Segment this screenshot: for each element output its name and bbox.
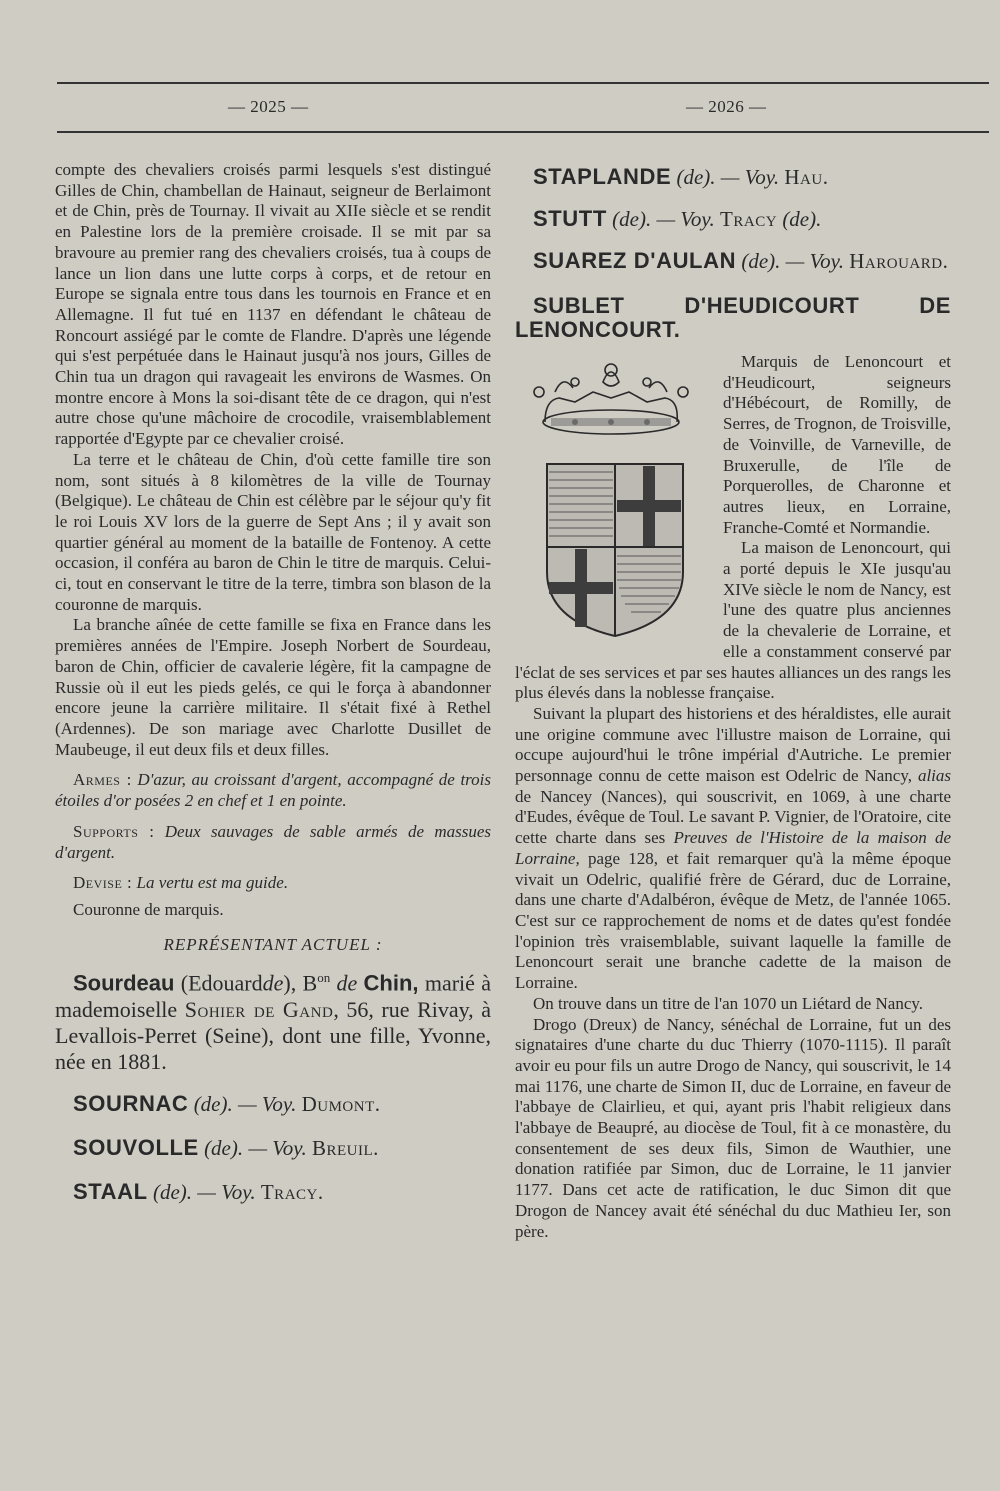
entry-ref: Dumont. [301,1091,381,1116]
right-column [515,160,951,1242]
paragraph: compte des chevaliers croisés parmi lesquels s'est distingué Gilles de Chin, chambellan de Hainaut, seigneur de Berlaimont et de Chin, près de Tournay. Il vivait au XIIe siècle et se rendit en Palestine lors de la première croisade. Il se mit par sa bravoure au premier rang des chevaliers croisés, tua à coups de lance un lion dans une lutte corps à corps, et de retour en Europe se signala entre tous dans les tournois en France et en Allemagne. Il fut tué en 1137 en défendant le château de Roncourt assiégé par le comte de Flandre. D'après une légende qui s'est perpétuée dans le Hainaut jusqu'à nos jours, Gilles de Chin tua un dragon qui ravageait les environs de Wasmes. On montre encore à Mons la soi-disant tête de ce dragon, qui n'est autre chose qu'une mâchoire de crocodile, vraisemblablement rapportée d'Egypte par ce chevalier croisé. [55,160,491,449]
supports-text: Deux sauvages de sable armés de massues d'argent. [55,821,491,862]
entry-voy: — Voy. [656,207,715,231]
rep-spouse: Sohier de Gand [184,996,334,1022]
entry-voy: — Voy. [785,249,844,273]
entry-ref-particle: (de). [782,207,822,231]
armes-line [55,770,491,811]
entry-name: SOUVOLLE [73,1134,199,1160]
supports-label: Supports : [73,821,155,841]
paragraph: La terre et le château de Chin, d'où cette famille tire son nom, sont situés à 8 kilomètres de la ville de Tournay (Belgique). Le château de Chin est célèbre par le séjour qu'y fit le roi Louis XV lors de la guerre de Sept Ans ; il y avait son quartier général au moment de la bataille de Fontenoy. A cette occasion, il conféra au baron de Chin le titre de marquis. Celui-ci, tout en conservant le titre de la terre, timbra son blason de la couronne de marquis. [55,449,491,614]
devise-line [55,873,491,894]
book-title: Preuves de l'Histoire de la maison de Lorraine, [515,828,951,868]
family-section [515,352,951,704]
section-title: SUBLET D'HEUDICOURT DE LENONCOURT. [515,293,951,342]
entry-name: SOURNAC [73,1090,189,1116]
entry-voy: — Voy. [720,165,780,189]
entry-particle: (de). [612,207,652,231]
header-rule [57,131,989,133]
couronne-line: Couronne de marquis. [73,899,224,919]
entry-name: SUAREZ D'AULAN [533,248,737,273]
paragraph: On trouve dans un titre de l'an 1070 un Liétard de Nancy. [533,993,924,1013]
representant-title: REPRÉSENTANT ACTUEL : [163,934,383,954]
rep-particle: de [262,970,284,996]
text-run: de Nancey (Nances), qui souscrivit, en 1069, à une charte d'Eudes, évêque de Toul. Le savant P. Vignier, de l'Oratoire, cite cette charte dans ses [515,786,951,848]
entry-name: STAPLANDE [533,164,672,189]
coat-of-arms-icon [515,352,715,642]
devise-text: La vertu est ma guide. [136,873,289,893]
entry-name: STAAL [73,1178,148,1204]
entry-name: STUTT [533,206,607,231]
top-rule [57,82,989,84]
paragraph: La branche aînée de cette famille se fixa en France dans les premières années de l'Empire. Joseph Norbert de Sourdeau, baron de Chin, officier de cavalerie légère, fit la campagne de Russie où il eut les pieds gelés, ce qui le força à abandonner encore jeune la carrière militaire. Il s'était fixé à Rethel (Ardennes). De son mariage avec Charlotte Dusillet de Maubeuge, il eut deux fils et deux filles. [55,615,491,759]
entry-ref: Tracy [720,207,778,231]
rep-title-prefix: ), B [283,970,318,996]
rep-text: marié à mademoiselle [55,970,491,1022]
armes-label: Armes : [73,770,132,790]
text-run: page 128, et fait remarquer qu'à la même époque vivait un Odelric, qualifié frère de Gérard, duc de Lorraine, dans une charte d'Adalbéron, évêque de Metz, de l'année 1065. C'est sur ce rapprochement de noms et de dates qu'est fondée l'opinion très vraisemblable, suivant laquelle la famille de Lenoncourt serait une branche cadette de la maison de Lorraine. [515,848,951,993]
supports-line [55,822,491,863]
rep-title-sup: on [317,970,331,986]
rep-given-name: (Edouard [180,970,263,996]
entry-particle: (de). [676,165,716,189]
rep-surname: Sourdeau [73,970,175,996]
paragraph: La maison de Lenoncourt, qui a porté depuis le XIe jusqu'au XIVe siècle le nom de Nancy, est l'une des quatre plus anciennes de la chevalerie de Lorraine, et elle a constamment conservé par l'éclat de ses services et par ses hautes alliances un des rangs les plus élevés dans la noblesse française. [515,538,951,703]
left-column [55,160,491,1205]
entry-staplande [515,164,951,190]
entry-ref: Hau. [784,165,829,189]
rep-text-2: , 56, rue Rivay, à Levallois-Perret (Seine), dont une fille, Yvonne, née en 1881. [55,996,492,1074]
entry-voy: — Voy. [197,1179,256,1204]
entry-voy: — Voy. [238,1091,297,1116]
coat-of-arms [515,352,715,642]
entry-ref: Breuil. [311,1135,379,1160]
devise-label: Devise : [73,873,133,893]
representant-entry [55,965,491,1074]
entry-voy: — Voy. [248,1135,307,1160]
entry-particle: (de). [204,1135,244,1160]
entry-particle: (de). [193,1091,233,1116]
text-italic: alias [917,766,952,786]
entry-sournac [55,1091,491,1117]
family-titles: Marquis de Lenoncourt et d'Heudicourt, seigneurs d'Hébécourt, de Romilly, de Serres, de Trognon, de Troisville, de Voinville, de Varneville, de Bruxerulle, de l'île de Porquerolles, de Charonne et autres lieux, en Lorraine, Franche-Comté et Normandie. [723,352,951,537]
entry-staal [55,1179,491,1205]
entry-particle: (de). [741,249,781,273]
paragraph [515,704,951,994]
armes-text: D'azur, au croissant d'argent, accompagné de trois étoiles d'or posées 2 en chef et 1 en pointe. [55,770,491,811]
entry-souvolle [55,1135,491,1161]
left-page-number: — 2025 — [228,97,309,116]
entry-ref: Harouard. [849,249,949,273]
entry-particle: (de). [152,1179,193,1204]
paragraph: Drogo (Dreux) de Nancy, sénéchal de Lorraine, fut un des signataires d'une charte du duc Thierry (1070-1115). Il paraît avoir eu pour fils un autre Drogo de Nancy, qui souscrivit, le 14 mai 1176, une charte de Simon II, duc de Lorraine, en faveur de l'abbaye de Clairlieu, et qui, ayant pris l'habit religieux dans l'abbaye de Beaupré, au diocèse de Toul, fit à ce monastère, du consentement de ses deux fils, Simon de Wauthier, une donation ratifiée par Simon, duc de Lorraine, le 11 janvier 1177. Dans cet acte de ratification, le duc Simon dit que Drogon de Nancey avait été sénéchal du duc Mathieu Ier, son père. [515,1014,951,1241]
entry-suarez [515,248,951,274]
text-run: Suivant la plupart des historiens et des héraldistes, elle aurait une origine commune avec l'illustre maison de Lorraine, qui occupe aujourd'hui le trône impérial d'Autriche. Le premier personnage connu de cette maison est Odelric de Nancy, [515,703,951,786]
entry-stutt [515,206,951,232]
entry-ref: Tracy. [260,1179,324,1204]
rep-particle-2: de [336,970,358,996]
right-page-number: — 2026 — [686,97,767,116]
rep-title-place: Chin, [363,970,419,996]
